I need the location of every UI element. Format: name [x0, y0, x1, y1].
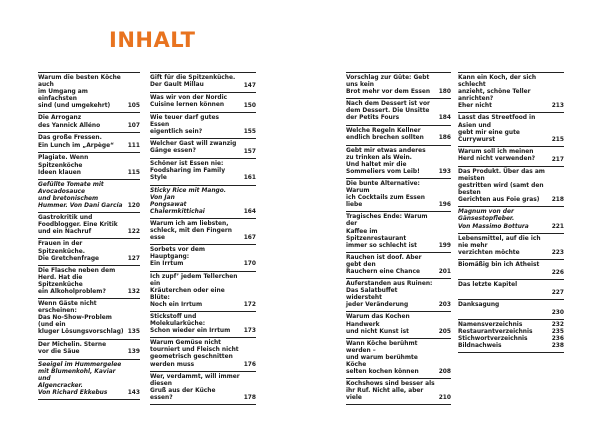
toc-entry-page: 161 [243, 175, 256, 182]
toc-entry [346, 312, 451, 338]
toc-appendix-entry [458, 329, 564, 336]
toc-column-4 [458, 72, 564, 353]
toc-entry-title: Was wir von der Nordic Cuisine lernen können [150, 95, 228, 109]
toc-entry [346, 379, 451, 405]
toc-entry-title: Warum soll ich meinen Herd nicht verwenden? [458, 148, 536, 162]
toc-appendix-entry [458, 336, 564, 343]
toc-entry-page: 111 [127, 143, 140, 150]
toc-entry-title: Lasst das Streetfood in Asien und gebt mir eine gute Currywurst [458, 115, 536, 143]
toc-entry-title: Warum das Kochen Handwerk und nicht Kunst ist [346, 314, 410, 335]
toc-appendix-entry [458, 343, 564, 350]
toc-entry-title: Magnum von der Gänsestopfleber. Von Massimo Bottura [458, 209, 529, 230]
toc-entry [150, 186, 256, 219]
toc-entry-title: Warum ich am liebsten, schleck, mit den Fingern esse [150, 220, 232, 242]
toc-entry [38, 299, 140, 339]
toc-entry-title: Das letzte Kapitel [458, 281, 518, 288]
toc-entry-title: Biomäßig bin ich Atheist [458, 261, 540, 268]
toc-entry [346, 73, 451, 99]
toc-entry [150, 113, 256, 139]
toc-entry [38, 239, 140, 265]
toc-entry-title: Plagiate. Wenn Spitzenköche Ideen klauen [38, 155, 89, 176]
toc-appendix-entry [458, 322, 564, 329]
toc-entry-page: 215 [551, 136, 564, 143]
toc-entry-title: Kochshows sind besser als ihr Ruf. Nicht alle, aber viele [346, 381, 435, 402]
toc-entry [150, 312, 256, 338]
toc-entry-page: 172 [243, 301, 256, 308]
toc-entry-page: 120 [127, 203, 140, 210]
toc-entry-title: Stickstoff und Molekularküche: Schon wieder ein Irrtum [150, 313, 231, 335]
toc-entry-page: 115 [127, 169, 140, 176]
toc-entry [38, 153, 140, 179]
toc-entry-title: Welcher Gast will zwanzig Gänge essen? [150, 141, 237, 155]
toc-entry-page: 157 [243, 149, 256, 156]
toc-entry-title: Stichwortverzeichnis [458, 336, 528, 343]
toc-appendix-block [458, 320, 564, 353]
toc-entry-title: Tragisches Ende: Warum der Kaffee im Spitzenrestaurant immer so schlecht ist [346, 214, 428, 249]
toc-entry-title: Restaurantverzeichnis [458, 328, 533, 335]
toc-entry [458, 147, 564, 167]
toc-entry-page: 218 [551, 197, 564, 204]
toc-entry-page: 155 [243, 129, 256, 136]
toc-entry-page: 122 [127, 229, 140, 236]
toc-entry [38, 180, 140, 213]
toc-entry-title: Ich zupf’ jedem Tellerchen ein Kräuterchen oder eine Blüte: Noch ein Irrtum [150, 273, 238, 308]
toc-entry-page: 176 [243, 361, 256, 368]
toc-entry-page: 167 [243, 235, 256, 242]
toc-entry-title: Warum Gemüse nicht tourniert und Fleisch nicht geometrisch geschnitten werden muss [150, 340, 239, 368]
toc-entry-page: 139 [127, 349, 140, 356]
toc-entry [150, 338, 256, 371]
toc-entry [38, 266, 140, 299]
toc-entry-page: 173 [243, 328, 256, 335]
toc-entry-page: 227 [551, 289, 564, 296]
toc-entry [150, 245, 256, 271]
toc-entry-page: 135 [127, 329, 140, 336]
toc-entry [346, 146, 451, 179]
toc-column-2 [150, 72, 256, 405]
toc-entry-title: Namensverzeichnis [458, 321, 523, 328]
toc-column-3 [346, 72, 451, 405]
toc-entry-title: Vorschlag zur Güte: Gebt uns kein Brot mehr vor dem Essen [346, 75, 431, 96]
toc-entry-title: Schöner ist Essen nie: Foodsharing im Family Style [150, 161, 226, 182]
toc-entry [458, 300, 564, 320]
toc-entry [150, 73, 256, 93]
toc-entry-title: Bildnachweis [458, 343, 502, 350]
toc-entry-title: Welche Regeln Kellner endlich brechen sollten [346, 127, 424, 141]
toc-entry-page: 217 [551, 156, 564, 163]
toc-entry [458, 113, 564, 146]
toc-entry-page: 238 [551, 343, 564, 350]
toc-entry-title: Das große Fressen. Ein Lunch im „Arpège“ [38, 135, 115, 149]
toc-entry-page: 186 [438, 135, 451, 142]
toc-entry-page: 143 [127, 389, 140, 396]
toc-entry-page: 107 [127, 123, 140, 130]
toc-entry-title: Rauchen ist doof. Aber gebt den Rauchern eine Chance [346, 254, 422, 275]
toc-entry [150, 159, 256, 185]
toc-entry [38, 213, 140, 239]
toc-entry [346, 212, 451, 252]
toc-entry [38, 360, 140, 400]
toc-entry-page: 213 [551, 103, 564, 110]
toc-entry-page: 105 [127, 103, 140, 110]
toc-entry-page: 236 [551, 336, 564, 343]
toc-entry [150, 139, 256, 159]
toc-entry [38, 113, 140, 133]
toc-entry [346, 179, 451, 212]
toc-entry-page: 180 [438, 89, 451, 96]
toc-entry-page: 232 [551, 321, 564, 328]
toc-entry-page: 150 [243, 102, 256, 109]
toc-entry-title: Wie teuer darf gutes Essen eigentlich sein? [150, 115, 219, 136]
toc-entry [38, 340, 140, 360]
toc-entry [346, 126, 451, 146]
toc-entry-title: Die bunte Alternative: Warum ich Cocktails zum Essen liebe [346, 180, 425, 209]
toc-entry-title: Gift für die Spitzenküche. Der Gault Millau [150, 75, 236, 89]
toc-entry [150, 272, 256, 312]
toc-entry-title: Die Flasche neben dem Herd. Hat die Spitzenküche ein Alkoholproblem? [38, 267, 116, 295]
toc-entry-title: Gebt mir etwas anderes zu trinken als Wein. Und haltet mir die Sommeliers vom Leib! [346, 147, 426, 175]
toc-entry-title: Wenn Gäste nicht erscheinen: Das No-Show-Problem (und ein kluger Lösungsvorschlag) [38, 301, 124, 336]
toc-entry-title: Lebensmittel, auf die ich nie mehr verzichten möchte [458, 235, 541, 256]
toc-entry-page: 127 [127, 255, 140, 262]
toc-entry-page: 178 [243, 394, 256, 401]
toc-entry-page: 210 [438, 395, 451, 402]
toc-entry [458, 280, 564, 300]
toc-entry-title: Wann Köche berühmt werden – und warum berühmte Köche selten kochen können [346, 340, 419, 376]
toc-entry [38, 133, 140, 153]
toc-entry [346, 253, 451, 279]
toc-entry-page: 164 [243, 208, 256, 215]
toc-entry-title: Nach dem Dessert ist vor dem Dessert. Die Unsitte der Petits Fours [346, 101, 430, 122]
toc-entry [150, 372, 256, 405]
toc-entry-page: 132 [127, 288, 140, 295]
toc-entry-title: Seeigel im Hummergelee mit Blumenkohl, Kaviar und Algencracker. Von Richard Ekkebus [38, 361, 122, 396]
toc-entry-title: Wer, verdammt, will immer diesen Gruß aus der Küche essen? [150, 373, 240, 401]
toc-entry-title: Frauen in der Spitzenküche. Die Gretchenfrage [38, 241, 100, 262]
toc-entry-title: Der Michelin. Sterne vor die Säue [38, 341, 107, 355]
toc-entry-page: 201 [438, 268, 451, 275]
toc-entry-title: Die Arroganz des Yannick Alléno [38, 115, 101, 129]
toc-entry-page: 170 [243, 261, 256, 268]
toc-entry-title: Auferstanden aus Ruinen: Das Salatbuffet widersteht jeder Veränderung [346, 281, 433, 309]
toc-entry [150, 219, 256, 245]
toc-entry [346, 339, 451, 379]
toc-entry-page: 193 [438, 168, 451, 175]
toc-entry [458, 167, 564, 207]
toc-entry-page: 235 [551, 328, 564, 335]
toc-entry-page: 184 [438, 115, 451, 122]
toc-entry [458, 234, 564, 260]
toc-entry [458, 73, 564, 113]
toc-entry-page: 203 [438, 302, 451, 309]
toc-entry-title: Gastrokritik und Foodblogger. Eine Kritik und ein Nachruf [38, 215, 118, 236]
toc-entry-page: 221 [551, 223, 564, 230]
toc-entry [458, 260, 564, 280]
toc-entry-title: Gefüllte Tomate mit Avocadosauce und bretonischem Hummer. Von Dani García [38, 181, 123, 210]
toc-entry-title: Kann ein Koch, der sich schlecht anzieht, schöne Teller anrichten? Eher nicht [458, 75, 537, 110]
toc-entry-title: Sticky Rice mit Mango. Von Jan Pongsawat Chalermkittichai [150, 187, 227, 215]
toc-entry-title: Warum die besten Köche auch im Umgang am einfachsten sind (und umgekehrt) [38, 75, 121, 110]
toc-entry-page: 230 [551, 309, 564, 316]
toc-entry-page: 208 [438, 369, 451, 376]
toc-entry [150, 93, 256, 113]
toc-entry-page: 147 [243, 82, 256, 89]
toc-entry-title: Das Produkt. Über das am meisten gestritten wird (samt den besten Gerichten aus Foie gras) [458, 168, 545, 204]
toc-entry-page: 205 [438, 328, 451, 335]
toc-entry-page: 199 [438, 242, 451, 249]
toc-entry [38, 73, 140, 113]
toc-entry-title: Danksagung [458, 301, 500, 308]
toc-column-1 [38, 72, 140, 400]
toc-entry-title: Sorbets vor dem Hauptgang: Ein Irrtum [150, 247, 205, 268]
toc-entry-page: 223 [551, 249, 564, 256]
toc-entry [458, 207, 564, 233]
page-title: INHALT [109, 28, 196, 52]
toc-entry [346, 279, 451, 312]
toc-entry-page: 196 [438, 202, 451, 209]
toc-entry [346, 99, 451, 125]
toc-entry-page: 226 [551, 269, 564, 276]
